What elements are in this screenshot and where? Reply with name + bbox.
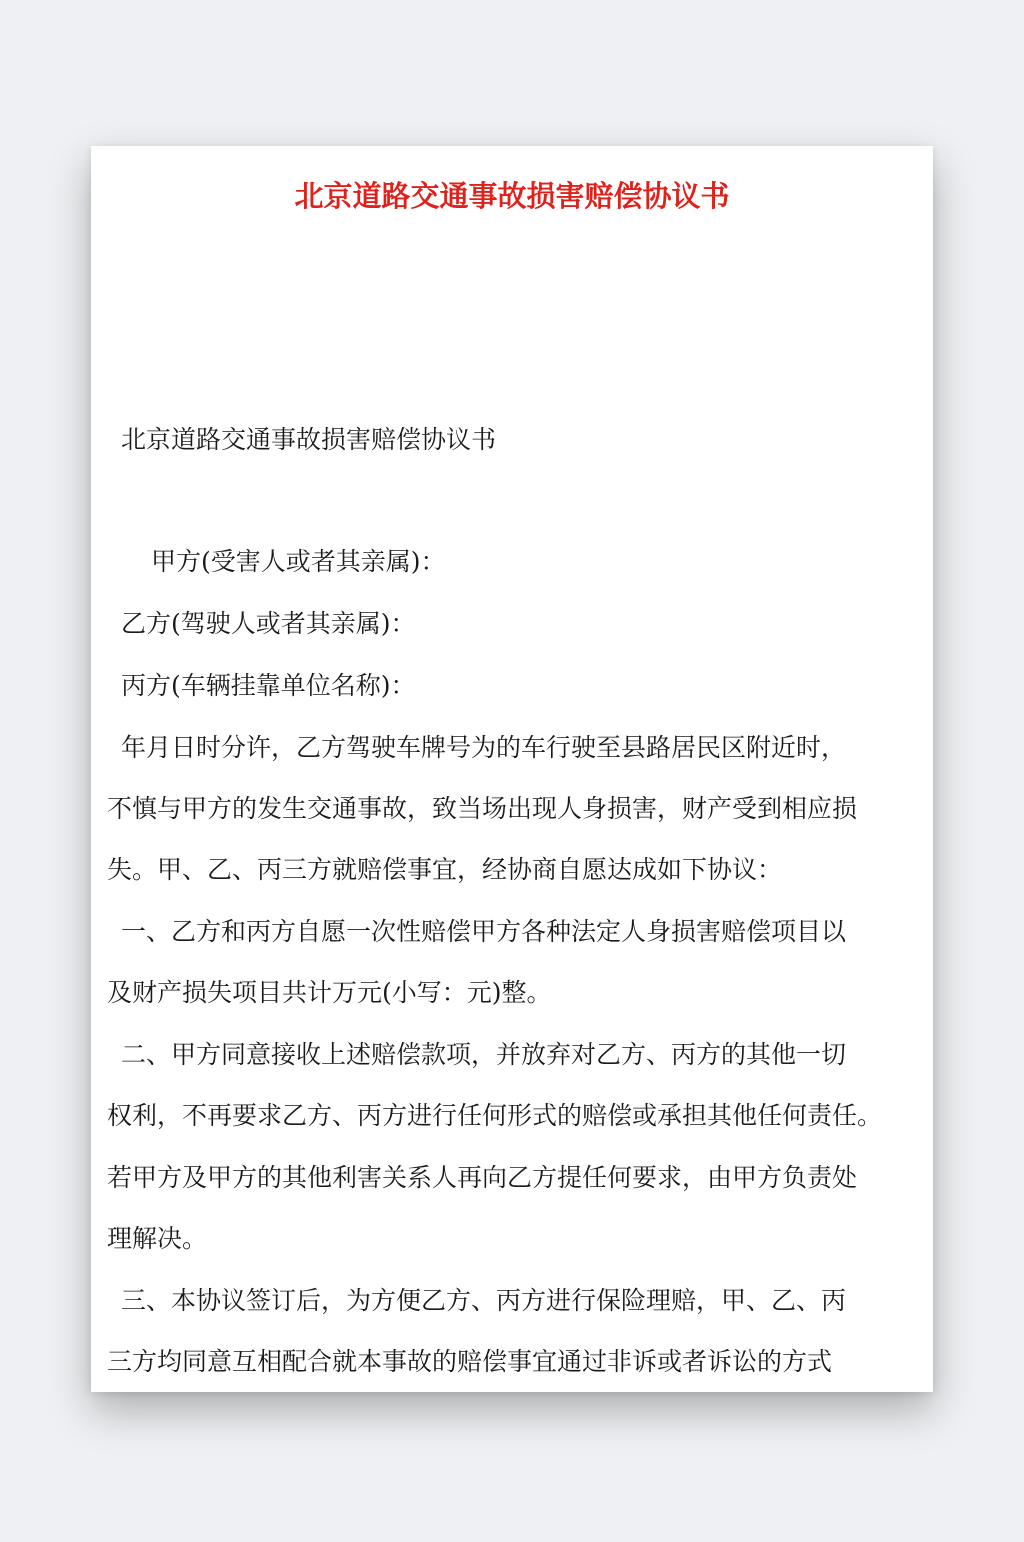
document-title: 北京道路交通事故损害赔偿协议书 [294, 179, 730, 213]
clause-one-line: 一、乙方和丙方自愿一次性赔偿甲方各种法定人身损害赔偿项目以 [121, 917, 847, 946]
paragraph-line: 不慎与甲方的发生交通事故，致当场出现人身损害，财产受到相应损 [107, 794, 858, 823]
party-c-line: 丙方(车辆挂靠单位名称)： [121, 671, 416, 700]
paragraph-line: 年月日时分许，乙方驾驶车牌号为的车行驶至县路居民区附近时， [121, 733, 847, 762]
clause-one-line: 及财产损失项目共计万元(小写：元)整。 [107, 978, 552, 1007]
clause-two-line: 理解决。 [107, 1224, 208, 1253]
document-page [91, 146, 933, 1392]
party-a-line: 甲方(受害人或者其亲属)： [151, 547, 446, 576]
paragraph-line: 失。甲、乙、丙三方就赔偿事宜，经协商自愿达成如下协议： [107, 855, 783, 884]
clause-two-line: 权利，不再要求乙方、丙方进行任何形式的赔偿或承担其他任何责任。 [107, 1101, 883, 1130]
party-b-line: 乙方(驾驶人或者其亲属)： [121, 609, 416, 638]
document-heading: 北京道路交通事故损害赔偿协议书 [121, 425, 497, 454]
clause-three-line: 三方均同意互相配合就本事故的赔偿事宜通过非诉或者诉讼的方式 [107, 1347, 833, 1376]
clause-two-line: 二、甲方同意接收上述赔偿款项，并放弃对乙方、丙方的其他一切 [121, 1040, 847, 1069]
clause-two-line: 若甲方及甲方的其他利害关系人再向乙方提任何要求，由甲方负责处 [107, 1163, 858, 1192]
clause-three-line: 三、本协议签订后，为方便乙方、丙方进行保险理赔，甲、乙、丙 [121, 1286, 847, 1315]
